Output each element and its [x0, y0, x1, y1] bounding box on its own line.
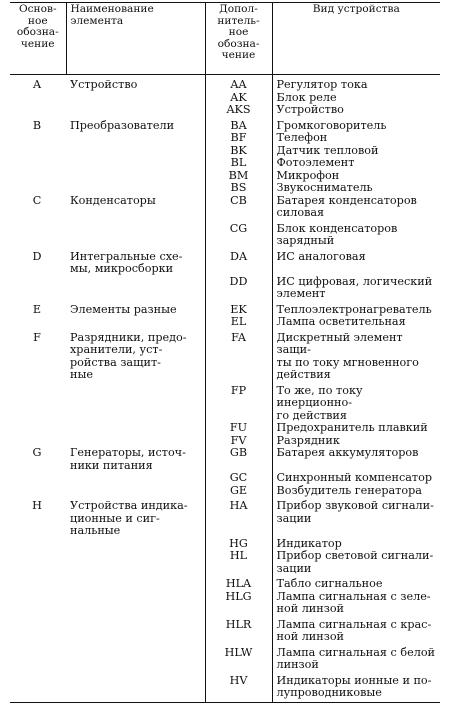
device-type-cell [272, 485, 440, 498]
element-name-line: Элементы разные [70, 302, 177, 316]
table-row [10, 382, 440, 423]
table-row [10, 75, 440, 92]
header-line: чение [20, 37, 55, 50]
additional-designation-cell: EK [205, 301, 272, 317]
device-type-line: Регулятор тока [276, 78, 368, 91]
element-name-line: Устройство [70, 78, 138, 91]
main-designation-cell: D [32, 249, 42, 263]
device-type-line: Возбудитель генератора [276, 483, 422, 497]
additional-designation-cell: HA [205, 497, 272, 538]
additional-designation-cell: HL [205, 550, 272, 575]
device-type-line: ной линзой [276, 602, 345, 615]
element-name-cell [66, 170, 205, 183]
element-name-cell [66, 575, 205, 591]
additional-designation-cell: CB [205, 195, 272, 220]
element-name-line: нальные [70, 524, 121, 537]
device-type-line: ной линзой [276, 630, 345, 643]
header-element-name [66, 3, 205, 75]
main-designation-cell: E [32, 302, 42, 316]
additional-designation-cell: GC [205, 472, 272, 485]
table-row [10, 132, 440, 145]
element-name-cell [66, 644, 205, 672]
main-designation-cell [10, 382, 66, 423]
device-type-line: Лампа сигнальная с зеле- [276, 589, 431, 603]
device-type-line: Батарея конденсаторов [276, 193, 417, 207]
device-type-line: Лампа сигнальная с белой [276, 645, 436, 659]
element-name-cell [66, 301, 205, 317]
main-designation-cell [10, 276, 66, 301]
device-type-line: элемент [276, 287, 326, 300]
header-line: Основ- [18, 3, 57, 15]
element-name-cell [66, 220, 205, 248]
device-type-line: Прибор световой сигнали- [276, 549, 434, 562]
device-type-line: Разрядник [276, 433, 340, 447]
device-type-line: Датчик тепловой [276, 143, 379, 157]
element-name-cell [66, 447, 205, 472]
device-type-cell [272, 644, 440, 672]
element-name-cell [66, 248, 205, 276]
main-designation-cell [10, 170, 66, 183]
table-row [10, 248, 440, 276]
element-name-line: Интегральные схе- [70, 249, 183, 263]
additional-designation-cell: HG [205, 538, 272, 551]
table-row [10, 644, 440, 672]
element-name-cell [66, 132, 205, 145]
device-type-cell [272, 591, 440, 616]
element-name-line: Разрядники, предо- [70, 330, 187, 344]
additional-designation-cell: FP [205, 382, 272, 423]
additional-designation-cell: FV [205, 435, 272, 448]
element-name-line: Генераторы, источ- [70, 446, 186, 459]
device-type-cell [272, 422, 440, 435]
device-type-line: Звукосниматель [276, 181, 373, 194]
header-line: обозна- [16, 26, 59, 39]
additional-designation-cell: FA [205, 329, 272, 382]
main-designation-cell [10, 157, 66, 170]
header-line: чение [221, 49, 256, 62]
device-type-line: Фотоэлемент [276, 156, 355, 169]
table-row [10, 422, 440, 435]
table-row [10, 220, 440, 248]
main-designation-cell [10, 92, 66, 105]
device-type-line: Табло сигнальное [276, 577, 383, 590]
element-name-line: ные [70, 368, 93, 381]
header-line: обозна- [217, 37, 260, 50]
table-row [10, 447, 440, 472]
element-name-cell [66, 75, 205, 92]
device-type-cell [272, 157, 440, 170]
device-type-line: Теплоэлектронагреватель [276, 302, 432, 316]
additional-designation-cell: HLW [205, 644, 272, 672]
element-name-line: Конденсаторы [70, 193, 156, 207]
device-type-line: го действия [276, 408, 347, 422]
header-line: Наименование [70, 3, 154, 15]
element-name-cell [66, 329, 205, 382]
device-type-line: ты по току мгновенного [276, 355, 419, 369]
element-name-cell [66, 145, 205, 158]
device-type-cell [272, 497, 440, 538]
element-name-line: ники питания [70, 458, 153, 472]
main-designation-cell [10, 182, 66, 195]
element-name-line: ционные и сиг- [70, 511, 160, 525]
table-row [10, 170, 440, 183]
designation-table [10, 2, 440, 703]
table-row [10, 575, 440, 591]
main-designation-cell: C [32, 193, 42, 207]
main-designation-cell [10, 591, 66, 616]
device-type-line: Синхронный компенсатор [276, 471, 432, 484]
main-designation-cell [10, 145, 66, 158]
table-row [10, 472, 440, 485]
device-type-line: Микрофон [276, 168, 340, 182]
additional-designation-cell: BS [205, 182, 272, 195]
table-row [10, 92, 440, 105]
device-type-cell [272, 132, 440, 145]
element-name-cell [66, 672, 205, 703]
device-type-line: Прибор звуковой сигнали- [276, 499, 434, 512]
table-row [10, 276, 440, 301]
element-name-cell [66, 117, 205, 133]
table-row [10, 117, 440, 133]
device-type-line: силовая [276, 206, 325, 219]
header-main-designation [10, 3, 66, 75]
element-name-line: ройства защит- [70, 355, 161, 369]
additional-designation-cell: EL [205, 316, 272, 329]
header-line: ное [228, 26, 249, 39]
table-row [10, 591, 440, 616]
additional-designation-cell: BK [205, 145, 272, 158]
device-type-line: Блок конденсаторов [276, 221, 398, 235]
main-designation-cell [10, 316, 66, 329]
device-type-line: Лампа сигнальная с крас- [276, 617, 432, 631]
device-type-cell [272, 329, 440, 382]
header-line: нитель- [217, 14, 260, 27]
element-name-cell [66, 182, 205, 195]
device-type-cell [272, 575, 440, 591]
device-type-cell [272, 182, 440, 195]
table-row [10, 672, 440, 703]
element-name-line: мы, микросборки [70, 262, 174, 275]
device-type-line: ИС цифровая, логический [276, 274, 433, 288]
header-additional-designation [205, 3, 272, 75]
table-row [10, 195, 440, 220]
element-name-cell [66, 485, 205, 498]
main-designation-cell [10, 472, 66, 485]
device-type-line: зации [276, 511, 312, 525]
device-type-cell [272, 672, 440, 703]
main-designation-cell: H [32, 499, 42, 512]
element-name-cell [66, 550, 205, 575]
device-type-line: Индикаторы ионные и по- [276, 673, 432, 687]
device-type-cell [272, 75, 440, 92]
main-designation-cell: B [32, 118, 42, 132]
device-type-cell [272, 195, 440, 220]
device-type-line: линзой [276, 658, 319, 671]
main-designation-cell [10, 485, 66, 498]
table-row [10, 485, 440, 498]
additional-designation-cell: BF [205, 132, 272, 145]
additional-designation-cell: CG [205, 220, 272, 248]
device-type-cell [272, 276, 440, 301]
additional-designation-cell: GE [205, 485, 272, 498]
device-type-line: Дискретный элемент защи- [276, 330, 403, 356]
table-row [10, 145, 440, 158]
main-designation-cell [10, 672, 66, 703]
table-row [10, 104, 440, 117]
device-type-cell [272, 117, 440, 133]
device-type-cell [272, 104, 440, 117]
device-type-line: зации [276, 561, 312, 575]
device-type-cell [272, 550, 440, 575]
additional-designation-cell: DD [205, 276, 272, 301]
additional-designation-cell: BA [205, 117, 272, 133]
main-designation-cell: A [32, 78, 42, 91]
device-type-cell [272, 248, 440, 276]
additional-designation-cell: FU [205, 422, 272, 435]
header-device-type [272, 3, 440, 75]
element-name-cell [66, 497, 205, 538]
device-type-line: ИС аналоговая [276, 249, 366, 263]
main-designation-cell [10, 550, 66, 575]
device-type-line: Устройство [276, 103, 344, 116]
device-type-cell [272, 616, 440, 644]
table-row [10, 316, 440, 329]
element-name-cell [66, 104, 205, 117]
device-type-line: Громкоговоритель [276, 118, 387, 132]
table-row [10, 301, 440, 317]
main-designation-cell [10, 132, 66, 145]
device-type-cell [272, 382, 440, 423]
device-type-line: Лампа осветительная [276, 315, 406, 328]
element-name-cell [66, 276, 205, 301]
device-type-line: Батарея аккумуляторов [276, 446, 419, 459]
table-row [10, 497, 440, 538]
device-type-line: Блок реле [276, 90, 337, 104]
additional-designation-cell: AA [205, 75, 272, 92]
main-designation-cell [10, 104, 66, 117]
device-type-line: лупроводниковые [276, 686, 382, 699]
header-line: Вид устройства [312, 3, 400, 15]
device-type-line: Индикатор [276, 536, 342, 550]
device-type-cell [272, 301, 440, 317]
device-type-line: зарядный [276, 234, 335, 247]
table-row [10, 182, 440, 195]
header-line: ное [27, 14, 48, 27]
element-name-cell [66, 157, 205, 170]
main-designation-cell [10, 220, 66, 248]
device-type-cell [272, 316, 440, 329]
main-designation-cell [10, 422, 66, 435]
additional-designation-cell: BL [205, 157, 272, 170]
element-name-cell [66, 538, 205, 551]
main-designation-cell [10, 538, 66, 551]
element-name-cell [66, 616, 205, 644]
table-row [10, 157, 440, 170]
device-type-cell [272, 220, 440, 248]
additional-designation-cell: DA [205, 248, 272, 276]
main-designation-cell: F [33, 330, 41, 344]
additional-designation-cell: AK [205, 92, 272, 105]
main-designation-cell [10, 575, 66, 591]
element-name-cell [66, 195, 205, 220]
additional-designation-cell: HLA [205, 575, 272, 591]
element-name-cell [66, 316, 205, 329]
device-type-cell [272, 447, 440, 472]
table-body [10, 75, 440, 703]
table-row [10, 329, 440, 382]
device-type-line: действия [276, 368, 331, 381]
additional-designation-cell: GB [205, 447, 272, 472]
element-name-cell [66, 422, 205, 435]
element-name-line: Устройства индика- [70, 499, 188, 512]
additional-designation-cell: HLR [205, 616, 272, 644]
header-line: Допол- [219, 3, 258, 15]
element-name-cell [66, 591, 205, 616]
additional-designation-cell: AKS [205, 104, 272, 117]
main-designation-cell [10, 616, 66, 644]
additional-designation-cell: HV [205, 672, 272, 703]
table-header [10, 3, 440, 75]
main-designation-cell: G [32, 446, 42, 459]
additional-designation-cell: BM [205, 170, 272, 183]
device-type-cell [272, 472, 440, 485]
element-name-line: Преобразователи [70, 118, 175, 132]
table-row [10, 616, 440, 644]
element-name-cell [66, 472, 205, 485]
device-type-line: То же, по току инерционно- [276, 383, 363, 409]
element-name-cell [66, 92, 205, 105]
additional-designation-cell: HLG [205, 591, 272, 616]
header-line: элемента [70, 14, 124, 27]
main-designation-cell [10, 644, 66, 672]
element-name-cell [66, 382, 205, 423]
device-type-line: Предохранитель плавкий [276, 421, 428, 434]
table-row [10, 550, 440, 575]
element-name-line: хранители, уст- [70, 343, 163, 356]
device-type-line: Телефон [276, 131, 328, 144]
